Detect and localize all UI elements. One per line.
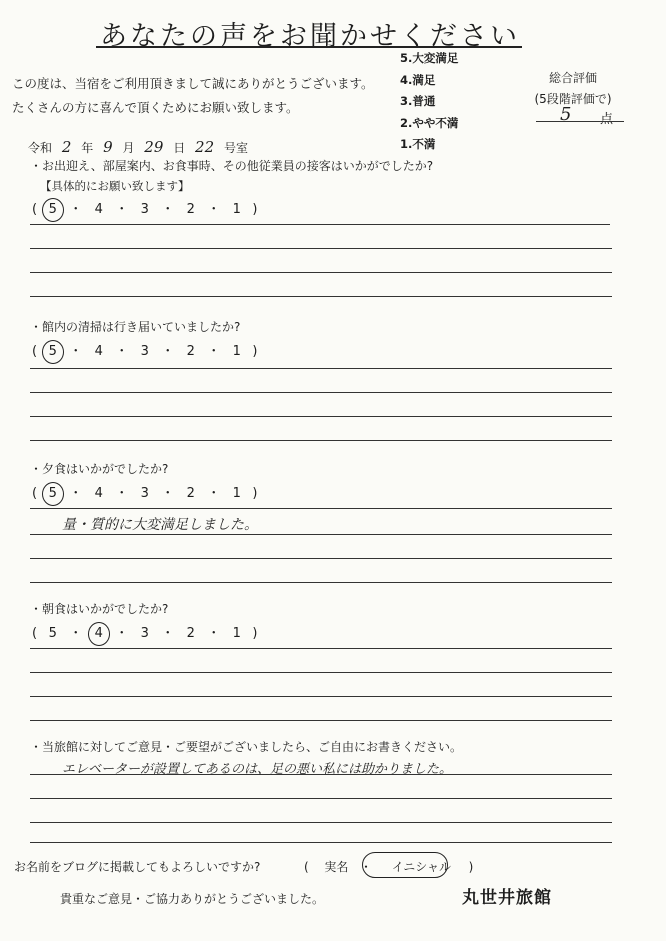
overall-score-line	[536, 121, 624, 122]
answer-line	[30, 224, 610, 225]
question-4-rating	[32, 622, 258, 641]
question-1-text: ・お出迎え、部屋案内、お食事時、その他従業員の接客はいかがでしたか?	[30, 159, 434, 173]
blog-close-paren: )	[468, 860, 474, 874]
overall-score-unit: 点	[600, 112, 614, 127]
thanks-text: 貴重なご意見・ご協力ありがとうございました。	[60, 892, 325, 906]
feedback-comment[interactable]: エレベーターが設置してあるのは、足の悪い私には助かりました。	[62, 762, 453, 777]
answer-line	[30, 368, 612, 369]
rating-separator: ・	[207, 486, 222, 501]
rating-separator: ・	[207, 202, 222, 217]
q1-option-4[interactable]: 4	[94, 202, 104, 217]
blog-option-initial[interactable]: イニシャル	[391, 860, 451, 874]
rating-separator: ・	[69, 202, 84, 217]
rating-separator: ・	[115, 486, 130, 501]
q2-option-2[interactable]: 2	[186, 344, 196, 359]
rating-close-paren: )	[252, 626, 259, 641]
date-day[interactable]: 29	[144, 138, 164, 156]
answer-line	[30, 248, 612, 249]
answer-line	[30, 582, 612, 583]
q2-option-1[interactable]: 1	[232, 344, 242, 359]
date-year[interactable]: 2	[61, 138, 72, 156]
date-month-unit: 月	[122, 141, 135, 155]
rating-separator: ・	[69, 486, 84, 501]
answer-line	[30, 416, 612, 417]
q4-option-5[interactable]: 5	[48, 626, 58, 641]
date-era: 令和	[28, 141, 53, 155]
rating-separator: ・	[115, 202, 130, 217]
rating-separator: ・	[207, 344, 222, 359]
q2-option-3[interactable]: 3	[140, 344, 150, 359]
q1-option-1[interactable]: 1	[232, 202, 242, 217]
rating-open-paren: (	[32, 626, 39, 641]
rating-separator: ・	[161, 202, 176, 217]
q4-option-1[interactable]: 1	[232, 626, 242, 641]
rating-scale-legend	[400, 48, 458, 156]
q3-option-3[interactable]: 3	[140, 486, 150, 501]
q4-option-4[interactable]: 4	[89, 626, 109, 641]
q1-option-5[interactable]: 5	[43, 202, 63, 217]
rating-open-paren: (	[32, 202, 39, 217]
rating-separator: ・	[161, 344, 176, 359]
answer-line	[30, 440, 612, 441]
question-2-text: ・館内の清掃は行き届いていましたか?	[30, 320, 241, 334]
q2-option-5[interactable]: 5	[43, 344, 63, 359]
q3-option-2[interactable]: 2	[186, 486, 196, 501]
question-3-text: ・夕食はいかがでしたか?	[30, 462, 169, 476]
scale-item-5: 5.大変満足	[400, 51, 459, 65]
answer-line	[30, 296, 612, 297]
answer-line	[30, 534, 612, 535]
rating-separator: ・	[207, 626, 222, 641]
initial-selected-circle	[362, 852, 448, 878]
room-unit: 号室	[223, 141, 248, 155]
rating-separator: ・	[69, 344, 84, 359]
overall-label: 総合評価	[548, 71, 597, 85]
question-1-subtext: 【具体的にお願い致します】	[40, 179, 190, 193]
date-room-line	[28, 138, 248, 156]
q3-option-5[interactable]: 5	[43, 486, 63, 501]
scale-item-4: 4.満足	[400, 72, 436, 87]
feedback-prompt: ・当旅館に対してご意見・ご要望がございましたら、ご自由にお書きください。	[30, 740, 463, 754]
inn-name: 丸世井旅館	[462, 888, 552, 908]
date-day-unit: 日	[173, 141, 186, 155]
rating-separator: ・	[115, 344, 130, 359]
answer-line	[30, 508, 612, 509]
answer-line	[30, 272, 612, 273]
answer-line	[30, 648, 612, 649]
answer-line	[30, 696, 612, 697]
blog-open-paren: (	[304, 860, 309, 874]
answer-line	[30, 842, 612, 843]
blog-question: お名前をブログに掲載してもよろしいですか?	[14, 860, 261, 874]
room-number[interactable]: 22	[195, 138, 215, 156]
answer-line	[30, 720, 612, 721]
overall-rating-label	[518, 68, 628, 110]
answer-line	[30, 672, 612, 673]
q1-option-2[interactable]: 2	[186, 202, 196, 217]
question-1-rating	[32, 198, 258, 217]
blog-separator: ・	[360, 860, 373, 874]
date-month[interactable]: 9	[103, 138, 113, 156]
scale-item-2: 2.やや不満	[400, 115, 459, 130]
intro-line-1: この度は、当宿をご利用頂きまして誠にありがとうございます。	[12, 76, 374, 91]
q2-option-4[interactable]: 4	[94, 344, 104, 359]
intro-line-2: たくさんの方に喜んで頂くためにお願い致します。	[12, 100, 299, 115]
rating-open-paren: (	[32, 344, 39, 359]
answer-line	[30, 822, 612, 823]
overall-sublabel: (5段階評価で)	[534, 92, 612, 106]
rating-separator: ・	[115, 626, 130, 641]
question-2-rating	[32, 340, 258, 359]
question-3-rating	[32, 482, 258, 501]
scale-item-3: 3.普通	[400, 94, 436, 108]
rating-separator: ・	[161, 626, 176, 641]
answer-line	[30, 558, 612, 559]
q3-option-1[interactable]: 1	[232, 486, 242, 501]
intro-text	[12, 72, 374, 120]
q1-option-3[interactable]: 3	[140, 202, 150, 217]
overall-score[interactable]: 5	[560, 104, 572, 125]
q4-option-3[interactable]: 3	[140, 626, 150, 641]
scale-item-1: 1.不満	[400, 137, 436, 151]
blog-option-real-name[interactable]: 実名	[324, 860, 349, 874]
date-year-unit: 年	[81, 141, 94, 155]
q3-option-4[interactable]: 4	[94, 486, 104, 501]
answer-line	[30, 798, 612, 799]
answer-line	[30, 774, 612, 775]
answer-line	[30, 392, 612, 393]
rating-open-paren: (	[32, 486, 39, 501]
rating-separator: ・	[161, 486, 176, 501]
rating-close-paren: )	[252, 486, 259, 501]
form-title: あなたの声をお聞かせください	[100, 21, 520, 52]
rating-close-paren: )	[252, 344, 259, 359]
rating-close-paren: )	[252, 202, 259, 217]
question-4-text: ・朝食はいかがでしたか?	[30, 602, 169, 616]
question-3-comment[interactable]: 量・質的に大変満足しました。	[62, 517, 258, 533]
q4-option-2[interactable]: 2	[186, 626, 196, 641]
rating-separator: ・	[69, 626, 84, 641]
